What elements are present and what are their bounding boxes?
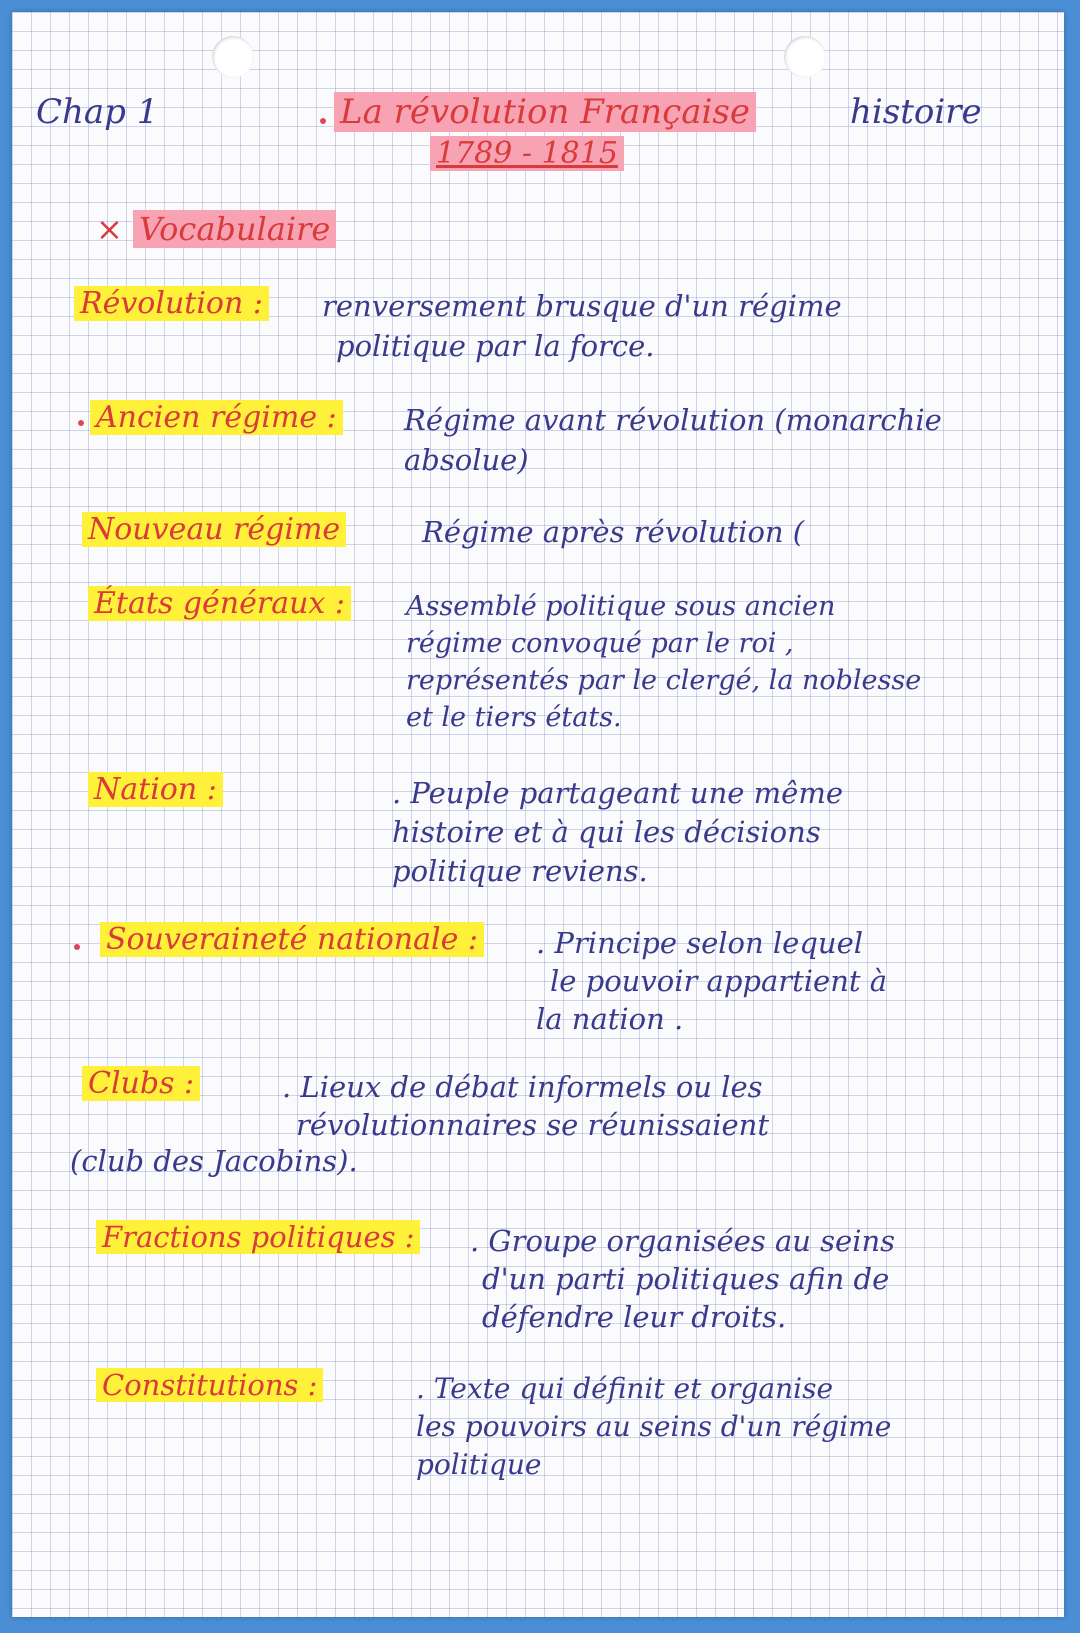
term-constitutions — [96, 1368, 323, 1402]
definition-line: . Principe selon lequel — [536, 926, 864, 960]
definition-revolution — [322, 286, 842, 366]
definition-etats-generaux — [406, 588, 921, 736]
definition-line: les pouvoirs au seins d'un régime — [416, 1410, 892, 1443]
page-title — [334, 92, 756, 132]
definition-nation — [392, 774, 843, 891]
definition-clubs-example: (club des Jacobins). — [70, 1144, 358, 1178]
term-label: Constitutions : — [96, 1368, 323, 1402]
chapter-label: Chap 1 — [36, 92, 159, 132]
section-label: Vocabulaire — [133, 210, 336, 248]
definition-line: le pouvoir appartient à — [550, 964, 888, 998]
term-ancien-regime — [90, 400, 343, 435]
term-label: Nation : — [88, 772, 223, 807]
definition-line: . Texte qui définit et organise — [416, 1372, 834, 1405]
definition-line: renversement brusque d'un régime — [322, 289, 842, 323]
term-label: Clubs : — [82, 1066, 200, 1101]
definition-line: . Groupe organisées au seins — [470, 1224, 896, 1258]
notebook-sheet — [12, 12, 1064, 1617]
definition-line: défendre leur droits. — [482, 1300, 787, 1334]
term-label: États généraux : — [88, 586, 351, 621]
subject-label: histoire — [850, 92, 982, 132]
title-dates — [430, 136, 624, 171]
definition-clubs — [282, 1068, 769, 1144]
definition-line: . Lieux de débat informels ou les — [282, 1070, 763, 1104]
section-heading — [96, 210, 336, 248]
definition-constitutions — [416, 1370, 891, 1484]
term-label: Fractions politiques : — [96, 1220, 420, 1254]
definition-fractions-politiques — [470, 1222, 895, 1336]
term-fractions-politiques — [96, 1220, 420, 1254]
definition-line: politique — [416, 1448, 542, 1481]
term-label: Souveraineté nationale : — [100, 922, 484, 957]
definition-nouveau-regime — [422, 512, 804, 552]
definition-line: régime convoqué par le roi , — [406, 628, 794, 659]
term-label: Révolution : — [74, 286, 269, 321]
definition-ancien-regime — [404, 400, 942, 480]
definition-line: représentés par le clergé, la noblesse — [406, 665, 922, 696]
term-bullet — [78, 420, 84, 426]
definition-line: absolue) — [404, 443, 529, 477]
section-marker: × — [96, 210, 123, 248]
definition-line: Assemblé politique sous ancien — [406, 591, 836, 622]
definition-line: Régime après révolution ( — [422, 515, 805, 549]
punch-hole-left — [212, 36, 254, 78]
definition-line: et le tiers états. — [406, 702, 622, 733]
title-text: La révolution Française — [334, 92, 756, 132]
term-nouveau-regime — [82, 512, 346, 547]
term-nation — [88, 772, 223, 807]
definition-line: . Peuple partageant une même — [392, 776, 843, 810]
definition-line: révolutionnaires se réunissaient — [296, 1108, 769, 1142]
term-clubs — [82, 1066, 200, 1101]
dates-text: 1789 - 1815 — [430, 136, 624, 171]
definition-line: d'un parti politiques afin de — [482, 1262, 890, 1296]
term-label: Ancien régime : — [90, 400, 343, 435]
definition-line: politique reviens. — [392, 854, 648, 888]
term-souverainete-nationale — [100, 922, 484, 957]
title-bullet — [320, 118, 326, 124]
definition-line: Régime avant révolution (monarchie — [404, 403, 942, 437]
definition-line: histoire et à qui les décisions — [392, 815, 821, 849]
definition-souverainete-nationale — [536, 924, 887, 1038]
definition-line: politique par la force. — [336, 329, 655, 363]
definition-line: la nation . — [536, 1002, 684, 1036]
term-bullet — [74, 944, 80, 950]
punch-hole-right — [784, 36, 826, 78]
term-label: Nouveau régime — [82, 512, 346, 547]
term-etats-generaux — [88, 586, 351, 621]
term-revolution — [74, 286, 269, 321]
